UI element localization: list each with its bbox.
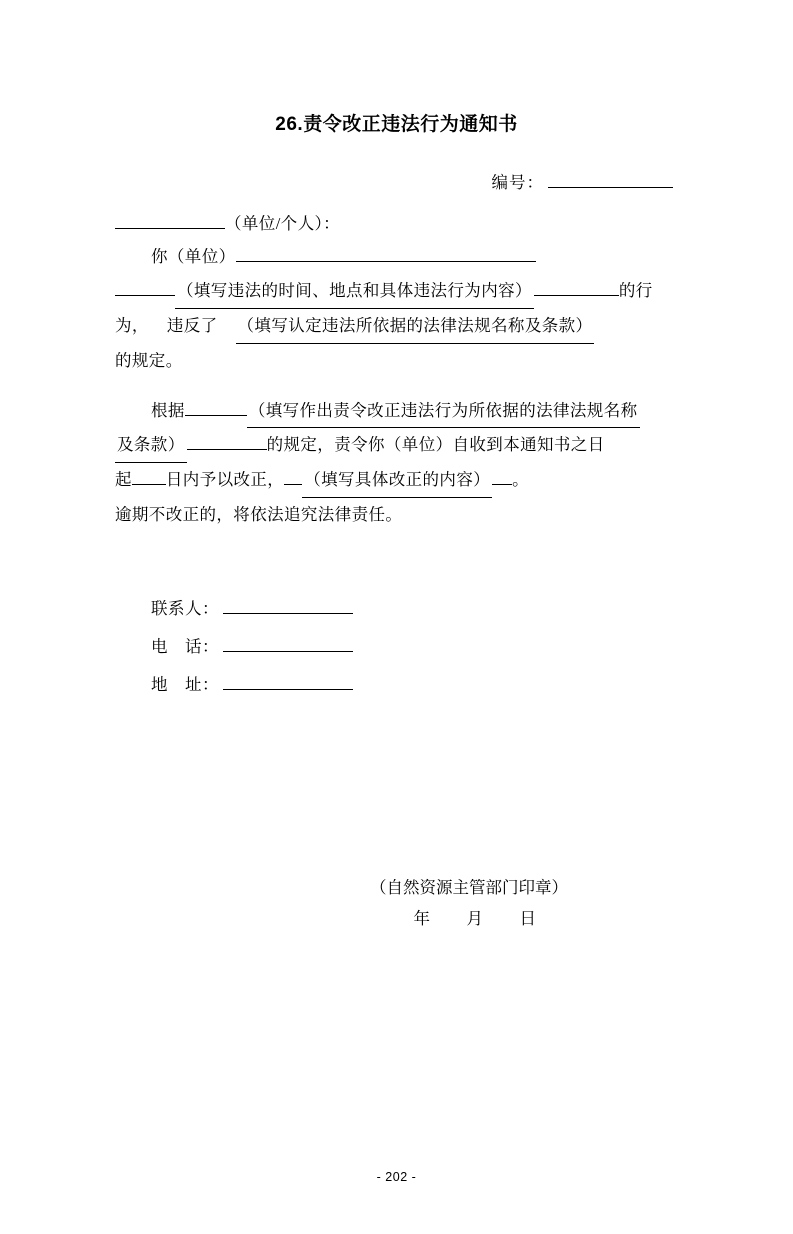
paragraph1-violate: 违反了 bbox=[166, 316, 218, 336]
page-title: 26.责令改正违法行为通知书 bbox=[275, 114, 518, 135]
paragraph1-after-hint: 的行 bbox=[618, 281, 653, 301]
paragraph1-suffix-blank[interactable] bbox=[534, 278, 619, 296]
serial-number-row bbox=[115, 169, 678, 193]
seal-date-line: 年 月 日 bbox=[413, 909, 546, 929]
paragraph2-basis-blank[interactable] bbox=[187, 432, 267, 450]
paragraph2-line-start: 起 bbox=[115, 470, 132, 490]
paragraph2-line4 bbox=[115, 498, 678, 532]
document-page bbox=[0, 112, 793, 1234]
recipient-blank[interactable] bbox=[115, 211, 225, 229]
paragraph2-basis-hint-line1: （填写作出责令改正违法行为所依据的法律法规名称 bbox=[247, 394, 640, 429]
paragraph2-lead: 根据 bbox=[151, 400, 185, 420]
paragraph2-correction-hint: （填写具体改正的内容） bbox=[302, 463, 492, 498]
days-blank[interactable] bbox=[132, 467, 166, 485]
contact-block bbox=[115, 590, 678, 704]
paragraph1-lead: 你（单位） bbox=[151, 247, 236, 267]
paragraph1-prefix-blank[interactable] bbox=[115, 278, 175, 296]
paragraph2-lead-blank[interactable] bbox=[185, 398, 247, 416]
page-number: - 202 - bbox=[376, 1170, 417, 1184]
contact-phone-label: 电 话： bbox=[151, 636, 219, 656]
seal-authority: （自然资源主管部门印章） bbox=[370, 877, 568, 897]
paragraph1-line2-start: 为， bbox=[115, 316, 149, 336]
paragraph2-after-basis: 的规定，责令你（单位）自收到本通知书之日 bbox=[266, 435, 605, 455]
paragraph2-period: 。 bbox=[512, 470, 530, 490]
paragraph2-basis-hint-line2: 及条款） bbox=[115, 428, 187, 463]
correction-suffix-blank[interactable] bbox=[492, 467, 512, 485]
recipient-suffix: （单位/个人）： bbox=[225, 213, 341, 233]
seal-block bbox=[115, 872, 678, 935]
contact-person-row bbox=[151, 590, 678, 628]
paragraph2-line1 bbox=[115, 394, 678, 429]
contact-address-label: 地 址： bbox=[151, 674, 219, 694]
paragraph1-lead-blank[interactable] bbox=[236, 244, 536, 262]
paragraph2-line2 bbox=[115, 428, 678, 463]
paragraph1-line3 bbox=[115, 309, 678, 344]
contact-phone-blank[interactable] bbox=[223, 634, 353, 652]
contact-person-blank[interactable] bbox=[223, 596, 353, 614]
serial-number-label: 编号： bbox=[491, 172, 544, 192]
document-body bbox=[115, 207, 678, 532]
paragraph1-blank-hint: （填写违法的时间、地点和具体违法行为内容） bbox=[175, 274, 534, 309]
contact-address-row bbox=[151, 666, 678, 704]
paragraph2-days-unit: 日内予以改正， bbox=[165, 470, 285, 490]
paragraph2-last-line: 逾期不改正的，将依法追究法律责任。 bbox=[115, 505, 403, 525]
correction-prefix-blank[interactable] bbox=[284, 467, 302, 485]
contact-phone-row bbox=[151, 628, 678, 666]
paragraph1-violated-basis: （填写认定违法所依据的法律法规名称及条款） bbox=[236, 309, 595, 344]
contact-address-blank[interactable] bbox=[223, 672, 353, 690]
paragraph1-line2 bbox=[115, 274, 678, 309]
paragraph1-line1 bbox=[115, 240, 678, 274]
paragraph2-line3 bbox=[115, 463, 678, 498]
recipient-line bbox=[115, 207, 678, 241]
paragraph1-closing: 的规定。 bbox=[115, 350, 183, 370]
paragraph1-line4 bbox=[115, 344, 678, 378]
serial-number-blank[interactable] bbox=[548, 170, 673, 188]
contact-person-label: 联系人： bbox=[151, 598, 219, 618]
